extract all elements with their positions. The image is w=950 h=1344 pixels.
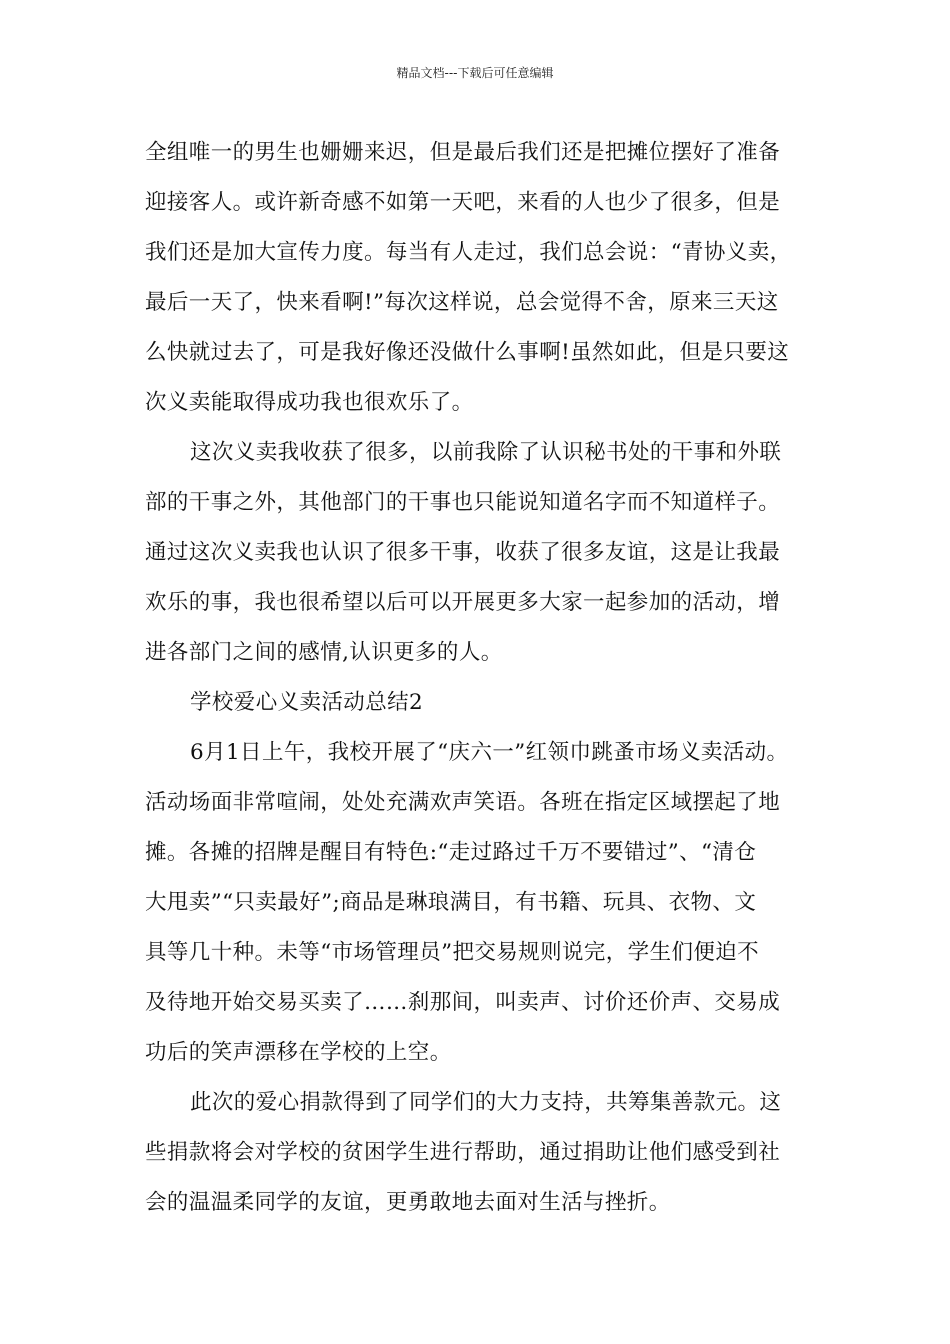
page-header: 精品文档---下载后可任意编辑: [396, 66, 554, 80]
paragraph-start-line: 此次的爱心捐款得到了同学们的大力支持，共筹集善款元。这: [190, 1090, 782, 1115]
text-line: 摊。各摊的招牌是醒目有特色:“走过路过千万不要错过”、“清仓: [145, 840, 757, 865]
text-line: 及待地开始交易买卖了……刹那间，叫卖声、讨价还价声、交易成: [145, 990, 781, 1015]
text-line: 些捐款将会对学校的贫困学生进行帮助，通过捐助让他们感受到社: [145, 1140, 781, 1165]
text-line: 大甩卖”“只卖最好”;商品是琳琅满目，有书籍、玩具、衣物、文: [145, 890, 757, 915]
text-line: 我们还是加大宣传力度。每当有人走过，我们总会说：“青协义卖，: [145, 240, 792, 265]
text-line: 最后一天了，快来看啊!”每次这样说，总会觉得不舍，原来三天这: [145, 290, 779, 315]
text-line: 活动场面非常喧闹，处处充满欢声笑语。各班在指定区域摆起了地: [145, 790, 781, 815]
text-line: 进各部门之间的感情,认识更多的人。: [145, 640, 503, 665]
text-line: 具等几十种。未等“市场管理员”把交易规则说完，学生们便迫不: [145, 940, 760, 965]
text-line: 全组唯一的男生也姗姗来迟，但是最后我们还是把摊位摆好了准备: [145, 140, 781, 165]
paragraph-start-line: 这次义卖我收获了很多，以前我除了认识秘书处的干事和外联: [190, 440, 782, 465]
section-heading: 学校爱心义卖活动总结2: [190, 690, 424, 715]
text-line: 部的干事之外，其他部门的干事也只能说知道名字而不知道样子。: [145, 490, 781, 515]
text-line: 次义卖能取得成功我也很欢乐了。: [145, 390, 474, 415]
text-line: 迎接客人。或许新奇感不如第一天吧，来看的人也少了很多，但是: [145, 190, 781, 215]
document-body: [145, 128, 813, 1228]
text-line: 功后的笑声漂移在学校的上空。: [145, 1040, 452, 1065]
text-line: 么快就过去了，可是我好像还没做什么事啊!虽然如此，但是只要这: [145, 340, 790, 365]
paragraph-start-line: 6月1日上午，我校开展了“庆六一”红领巾跳蚤市场义卖活动。: [190, 740, 789, 765]
text-line: 通过这次义卖我也认识了很多干事，收获了很多友谊，这是让我最: [145, 540, 781, 565]
text-line: 欢乐的事，我也很希望以后可以开展更多大家一起参加的活动，增: [145, 590, 781, 615]
text-line: 会的温温柔同学的友谊，更勇敢地去面对生活与挫折。: [145, 1190, 671, 1215]
